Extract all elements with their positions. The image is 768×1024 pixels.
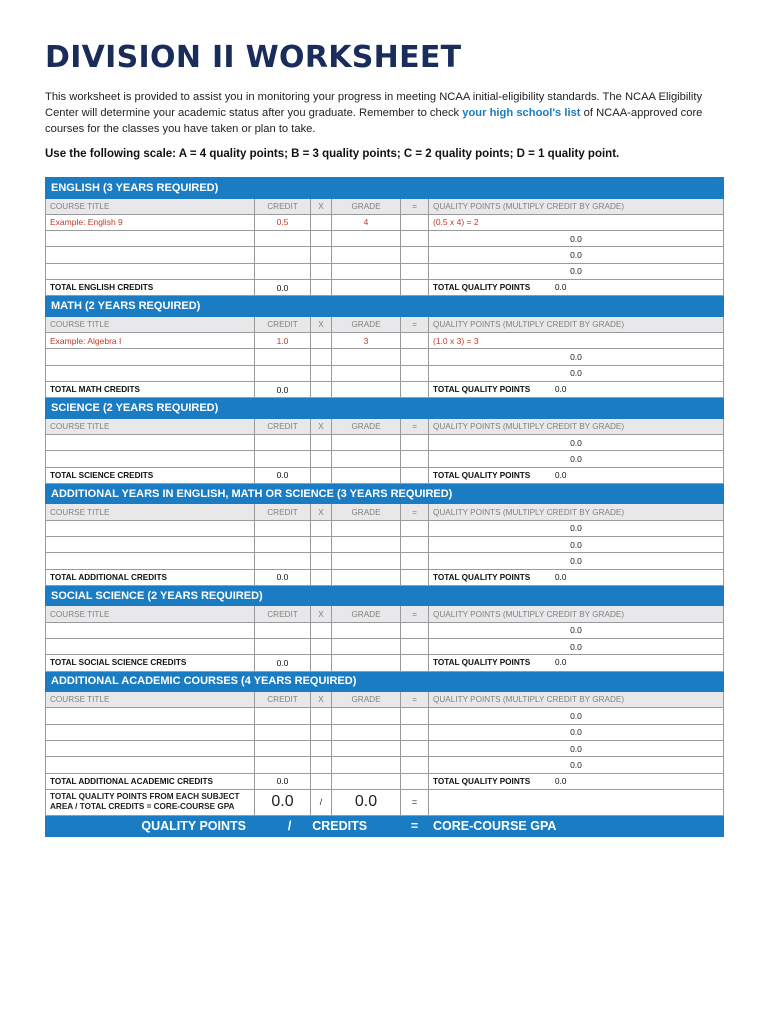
total-row-additional-academic: TOTAL ADDITIONAL ACADEMIC CREDITS 0.0 TOTAL QUALITY POINTS 0.0 (46, 773, 724, 789)
example-row: Example: Algebra I 1.0 3 (1.0 x 3) = 3 (46, 333, 724, 349)
column-header-row: COURSE TITLE CREDIT X GRADE = QUALITY POINTS (MULTIPLY CREDIT BY GRADE) (46, 504, 724, 520)
course-title-cell[interactable] (46, 247, 255, 263)
course-entry-row[interactable] (46, 247, 724, 263)
section-header-science: SCIENCE (2 YEARS REQUIRED) (46, 398, 724, 419)
total-row-english: TOTAL ENGLISH CREDITS 0.0 TOTAL QUALITY POINTS 0.0 (46, 279, 724, 295)
course-entry-row[interactable] (46, 451, 724, 467)
total-row-social-science: TOTAL SOCIAL SCIENCE CREDITS 0.0 TOTAL QUALITY POINTS 0.0 (46, 655, 724, 671)
grade-cell[interactable] (332, 263, 401, 279)
intro-text: This worksheet is provided to assist you in monitoring your progress in meeting NCAA initial-eligibility standards. The NCAA Eligibility Center will determine your academic status after you graduate. Remember to check (45, 91, 703, 119)
course-entry-row[interactable] (46, 537, 724, 553)
grade-cell[interactable] (332, 451, 401, 467)
high-school-list-link[interactable]: your high school's list (462, 107, 581, 119)
credit-cell[interactable] (255, 435, 311, 451)
course-title-cell[interactable] (46, 365, 255, 381)
grade-cell[interactable] (332, 622, 401, 638)
section-header-additional: ADDITIONAL YEARS IN ENGLISH, MATH OR SCIENCE (3 YEARS REQUIRED) (46, 483, 724, 504)
credit-cell[interactable] (255, 349, 311, 365)
credit-cell[interactable] (255, 365, 311, 381)
total-row-math: TOTAL MATH CREDITS 0.0 TOTAL QUALITY POINTS 0.0 (46, 381, 724, 397)
credit-cell[interactable] (255, 231, 311, 247)
quality-points-cell: 0.0 (429, 263, 724, 279)
course-entry-row[interactable] (46, 365, 724, 381)
course-title-cell[interactable] (46, 757, 255, 773)
credit-cell[interactable] (255, 537, 311, 553)
grade-cell[interactable] (332, 231, 401, 247)
grade-cell[interactable] (332, 435, 401, 451)
grade-cell[interactable] (332, 247, 401, 263)
section-header-social-science: SOCIAL SCIENCE (2 YEARS REQUIRED) (46, 585, 724, 606)
quality-points-cell: 0.0 (429, 622, 724, 638)
column-header-row: COURSE TITLE CREDIT X GRADE = QUALITY POINTS (MULTIPLY CREDIT BY GRADE) (46, 606, 724, 622)
credit-cell[interactable] (255, 724, 311, 740)
grade-cell[interactable] (332, 365, 401, 381)
course-entry-row[interactable] (46, 349, 724, 365)
core-course-gpa-value[interactable] (429, 789, 724, 815)
credit-cell[interactable] (255, 451, 311, 467)
section-header-math: MATH (2 YEARS REQUIRED) (46, 296, 724, 317)
quality-points-cell: 0.0 (429, 639, 724, 655)
grade-cell[interactable] (332, 520, 401, 536)
credit-cell[interactable] (255, 247, 311, 263)
course-entry-row[interactable] (46, 741, 724, 757)
grade-cell[interactable] (332, 741, 401, 757)
grade-cell[interactable] (332, 757, 401, 773)
course-title-cell[interactable] (46, 724, 255, 740)
credit-cell[interactable] (255, 622, 311, 638)
credit-cell[interactable] (255, 708, 311, 724)
credit-cell[interactable] (255, 553, 311, 569)
course-title-cell[interactable] (46, 553, 255, 569)
quality-points-cell: 0.0 (429, 553, 724, 569)
quality-points-cell: 0.0 (429, 435, 724, 451)
quality-points-cell: 0.0 (429, 537, 724, 553)
quality-points-cell: 0.0 (429, 741, 724, 757)
course-entry-row[interactable] (46, 435, 724, 451)
course-entry-row[interactable] (46, 708, 724, 724)
course-title-cell[interactable] (46, 451, 255, 467)
course-title-cell[interactable] (46, 639, 255, 655)
gpa-legend-bar: QUALITY POINTS / CREDITS = CORE-COURSE GPA (46, 815, 724, 836)
credit-cell[interactable] (255, 757, 311, 773)
quality-points-cell: 0.0 (429, 451, 724, 467)
course-title-cell[interactable] (46, 435, 255, 451)
course-title-cell[interactable] (46, 520, 255, 536)
gpa-formula-label: TOTAL QUALITY POINTS FROM EACH SUBJECT AREA / TOTAL CREDITS = CORE-COURSE GPA (46, 789, 255, 815)
course-title-cell[interactable] (46, 741, 255, 757)
quality-points-cell: 0.0 (429, 757, 724, 773)
gpa-calculation-row: TOTAL QUALITY POINTS FROM EACH SUBJECT AREA / TOTAL CREDITS = CORE-COURSE GPA 0.0 / 0.0 = (46, 789, 724, 815)
course-title-cell[interactable] (46, 708, 255, 724)
column-header-row: COURSE TITLE CREDIT X GRADE = QUALITY POINTS (MULTIPLY CREDIT BY GRADE) (46, 692, 724, 708)
grade-cell[interactable] (332, 708, 401, 724)
quality-points-cell: 0.0 (429, 708, 724, 724)
credit-cell[interactable] (255, 520, 311, 536)
course-entry-row[interactable] (46, 622, 724, 638)
page-title: DIVISION II WORKSHEET (45, 40, 462, 75)
quality-points-cell: 0.0 (429, 231, 724, 247)
grade-cell[interactable] (332, 553, 401, 569)
worksheet-table (45, 177, 724, 837)
course-entry-row[interactable] (46, 757, 724, 773)
quality-points-cell: 0.0 (429, 724, 724, 740)
section-header-additional-academic: ADDITIONAL ACADEMIC COURSES (4 YEARS REQUIRED) (46, 671, 724, 692)
intro-text-end: of NCAA-approved core courses for the classes you have taken or plan to take. (45, 107, 703, 135)
course-title-cell[interactable] (46, 349, 255, 365)
course-title-cell[interactable] (46, 622, 255, 638)
course-entry-row[interactable] (46, 520, 724, 536)
grade-cell[interactable] (332, 537, 401, 553)
total-credits-value: 0.0 (332, 789, 401, 815)
course-title-cell[interactable] (46, 231, 255, 247)
credit-cell[interactable] (255, 741, 311, 757)
grade-cell[interactable] (332, 639, 401, 655)
grade-cell[interactable] (332, 349, 401, 365)
credit-cell[interactable] (255, 639, 311, 655)
section-header-english: ENGLISH (3 YEARS REQUIRED) (46, 178, 724, 199)
course-entry-row[interactable] (46, 263, 724, 279)
course-title-cell[interactable] (46, 263, 255, 279)
course-entry-row[interactable] (46, 639, 724, 655)
column-header-row: COURSE TITLE CREDIT X GRADE = QUALITY POINTS (MULTIPLY CREDIT BY GRADE) (46, 316, 724, 332)
quality-points-cell: 0.0 (429, 349, 724, 365)
course-entry-row[interactable] (46, 724, 724, 740)
credit-cell[interactable] (255, 263, 311, 279)
total-row-science: TOTAL SCIENCE CREDITS 0.0 TOTAL QUALITY POINTS 0.0 (46, 467, 724, 483)
course-entry-row[interactable] (46, 231, 724, 247)
quality-points-cell: 0.0 (429, 365, 724, 381)
total-row-additional: TOTAL ADDITIONAL CREDITS 0.0 TOTAL QUALITY POINTS 0.0 (46, 569, 724, 585)
quality-points-cell: 0.0 (429, 247, 724, 263)
grade-scale: Use the following scale: A = 4 quality points; B = 3 quality points; C = 2 quality points; D = 1 quality point. (45, 148, 620, 160)
course-entry-row[interactable] (46, 553, 724, 569)
column-header-row: COURSE TITLE CREDIT X GRADE = QUALITY POINTS (MULTIPLY CREDIT BY GRADE) (46, 418, 724, 434)
total-quality-points-value: 0.0 (255, 789, 311, 815)
grade-cell[interactable] (332, 724, 401, 740)
intro-paragraph (45, 89, 725, 137)
quality-points-cell: 0.0 (429, 520, 724, 536)
example-row: Example: English 9 0.5 4 (0.5 x 4) = 2 (46, 214, 724, 230)
course-title-cell[interactable] (46, 537, 255, 553)
column-header-row: COURSE TITLE CREDIT X GRADE = QUALITY POINTS (MULTIPLY CREDIT BY GRADE) (46, 198, 724, 214)
